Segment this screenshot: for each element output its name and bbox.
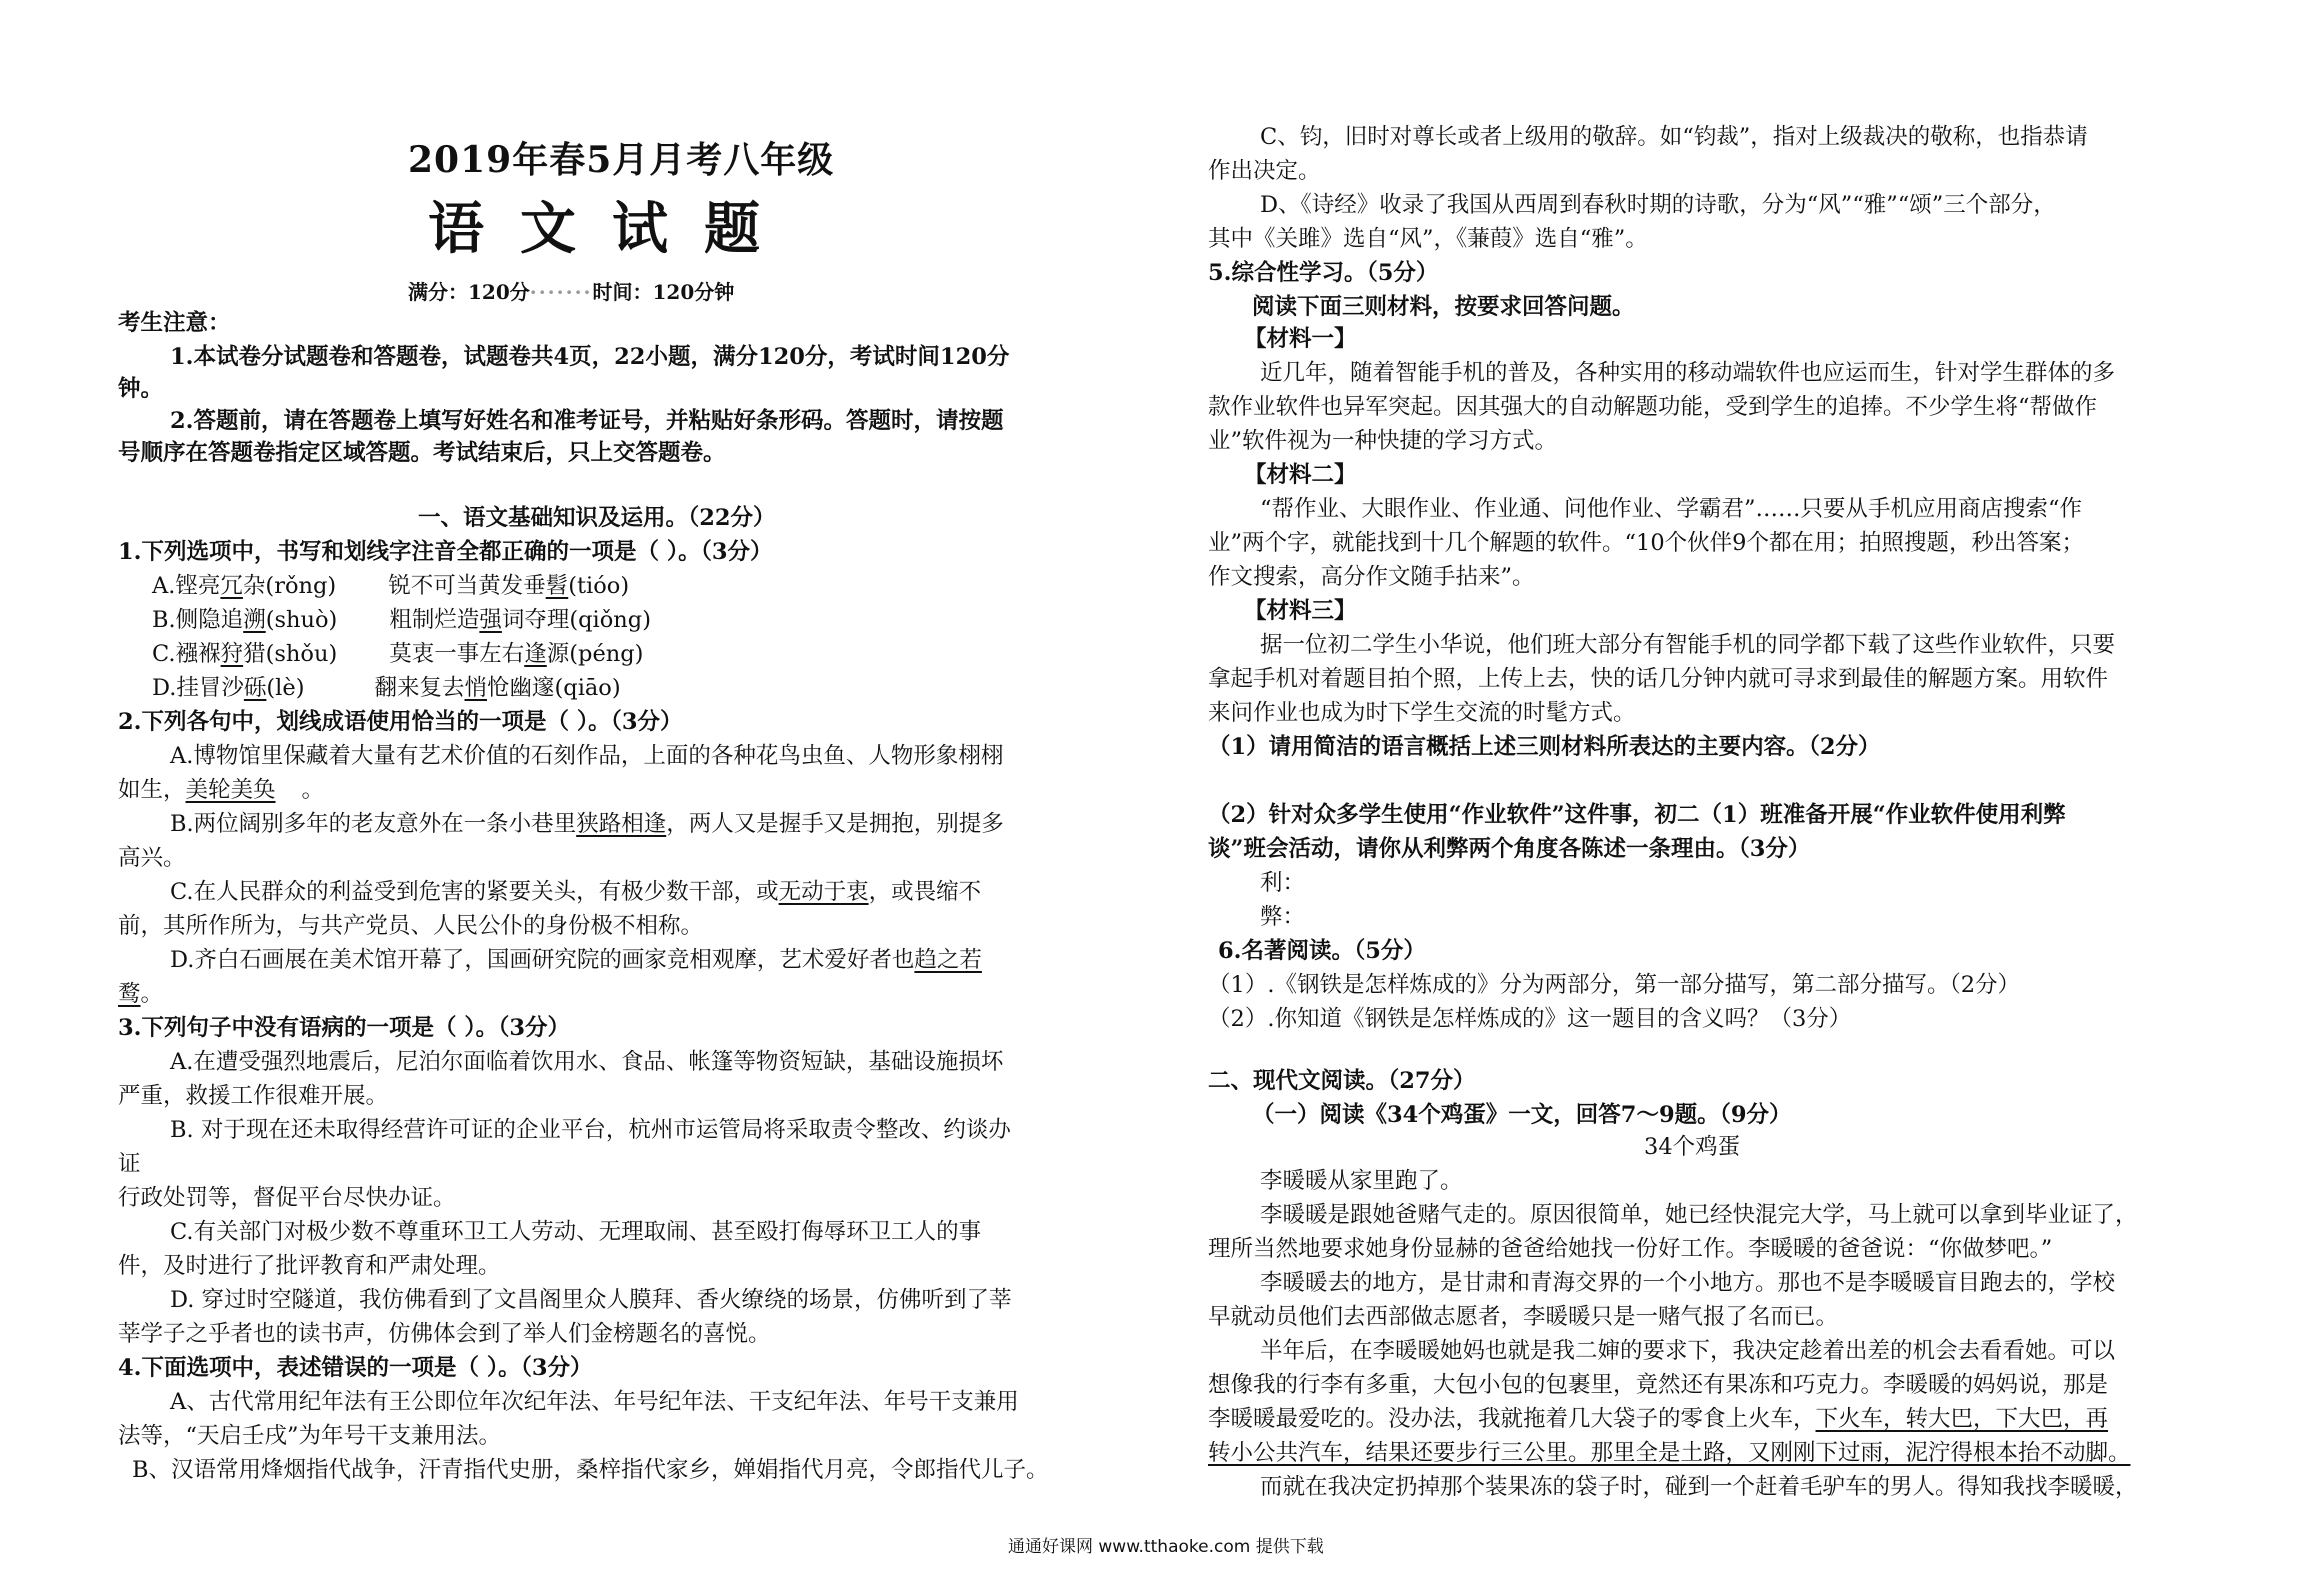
material-1-line1: 近几年，随着智能手机的普及，各种实用的移动端软件也应运而生，针对学生群体的多 — [1260, 360, 2116, 386]
q5-part-2-line2: 谈”班会活动，请你从利弊两个角度各陈述一条理由。（3分） — [1208, 836, 1811, 862]
material-1-label: 【材料一】 — [1244, 326, 1357, 352]
material-2-line1: “帮作业、大眼作业、作业通、问他作业、学霸君”……只要从手机应用商店搜索“作 — [1260, 496, 2083, 522]
material-3-line3: 来问作业也成为时下学生交流的时髦方式。 — [1208, 700, 1636, 726]
q2-option-b-line2: 高兴。 — [118, 845, 186, 871]
question-2: 2.下列各句中，划线成语使用恰当的一项是（ ）。（3分） — [118, 709, 683, 735]
q1-option-b: B.侧隐追溯(shuò) 粗制烂造强词夺理(qiǒng) — [152, 607, 651, 633]
section-2-part-1: （一）阅读《34个鸡蛋》一文，回答7～9题。（9分） — [1252, 1102, 1792, 1128]
notice-line-4: 号顺序在答题卷指定区域答题。考试结束后，只上交答题卷。 — [118, 440, 726, 466]
story-para-2-line2: 理所当然地要求她身份显赫的爸爸给她找一份好工作。李暖暖的爸爸说：“你做梦吧。” — [1208, 1236, 2053, 1262]
material-2-line3: 作文搜索，高分作文随手拈来”。 — [1208, 564, 1535, 590]
question-1: 1.下列选项中，书写和划线字注音全都正确的一项是（ ）。（3分） — [118, 539, 773, 565]
story-para-3-line1: 李暖暖去的地方，是甘肃和青海交界的一个小地方。那也不是李暖暖盲目跑去的，学校 — [1260, 1270, 2116, 1296]
q3-option-c-line2: 件，及时进行了批评教育和严肃处理。 — [118, 1253, 501, 1279]
q5-part-1: （1）请用简洁的语言概括上述三则材料所表达的主要内容。（2分） — [1208, 734, 1881, 760]
material-3-line1: 据一位初二学生小华说，他们班大部分有智能手机的同学都下载了这些作业软件，只要 — [1260, 632, 2116, 658]
q3-option-d-line2: 莘学子之乎者也的读书声，仿佛体会到了举人们金榜题名的喜悦。 — [118, 1321, 771, 1347]
q4-option-a-line1: A、古代常用纪年法有王公即位年次纪年法、年号纪年法、干支纪年法、年号干支兼用 — [170, 1389, 1019, 1415]
material-1-line2: 款作业软件也异军突起。因其强大的自动解题功能，受到学生的追捧。不少学生将“帮做作 — [1208, 394, 2098, 420]
q6-part-2: （2）.你知道《钢铁是怎样炼成的》这一题目的含义吗？（3分） — [1208, 1006, 1852, 1032]
exam-title-line2: 语文试题 — [428, 196, 796, 262]
notice-heading: 考生注意： — [118, 310, 231, 336]
question-5: 5.综合性学习。（5分） — [1208, 260, 1439, 286]
story-para-5: 而就在我决定扔掉那个装果冻的袋子时，碰到一个赶着毛驴车的男人。得知我找李暖暖， — [1260, 1474, 2138, 1500]
material-3-line2: 拿起手机对着题目拍个照，上传上去，快的话几分钟内就可寻求到最佳的解题方案。用软件 — [1208, 666, 2109, 692]
q4-option-c-line1: C、钧，旧时对尊长或者上级用的敬辞。如“钧裁”，指对上级裁决的敬称，也指恭请 — [1260, 124, 2088, 150]
q2-option-b-line1: B.两位阔别多年的老友意外在一条小巷里狭路相逢，两人又是握手又是拥抱，别提多 — [170, 811, 1004, 837]
story-para-4-line2: 想像我的行李有多重，大包小包的包裹里，竟然还有果冻和巧克力。李暖暖的妈妈说，那是 — [1208, 1372, 2109, 1398]
q2-option-c-line1: C.在人民群众的利益受到危害的紧要关头，有极少数干部，或无动于衷，或畏缩不 — [170, 879, 982, 905]
notice-line-1: 1.本试卷分试题卷和答题卷，试题卷共4页，22小题，满分120分，考试时间120分 — [170, 344, 1010, 370]
q2-option-d-line1: D.齐白石画展在美术馆开幕了，国画研究院的画家竞相观摩，艺术爱好者也趋之若 — [170, 947, 982, 973]
section-1-heading: 一、语文基础知识及运用。（22分） — [418, 505, 776, 531]
full-score: 满分：120分 — [408, 280, 530, 304]
exam-time: 时间：120分钟 — [592, 280, 735, 304]
q3-option-c-line1: C.有关部门对极少数不尊重环卫工人劳动、无理取闹、甚至殴打侮辱环卫工人的事 — [170, 1219, 982, 1245]
material-2-line2: 业”两个字，就能找到十几个解题的软件。“10个伙伴9个都在用；拍照搜题，秒出答案； — [1208, 530, 2084, 556]
q3-option-d-line1: D. 穿过时空隧道，我仿佛看到了文昌阁里众人膜拜、香火缭绕的场景，仿佛听到了莘 — [170, 1287, 1012, 1313]
question-6: 6.名著阅读。（5分） — [1218, 938, 1426, 964]
story-para-4-line3: 李暖暖最爱吃的。没办法，我就拖着几大袋子的零食上火车，下火车，转大巴，下大巴，再 — [1208, 1406, 2109, 1432]
q1-option-c: C.襁褓狩猎(shǒu) 莫衷一事左右逢源(péng) — [152, 641, 644, 667]
page-footer: 通通好课网 www.tthaoke.com 提供下载 — [1008, 1537, 1324, 1557]
story-para-4-line4: 转小公共汽车，结果还要步行三公里。那里全是土路，又刚刚下过雨，泥泞得根本抬不动脚。 — [1208, 1440, 2131, 1466]
q4-option-a-line2: 法等，“天启壬戌”为年号干支兼用法。 — [118, 1423, 502, 1449]
q2-option-a-line2: 如生，美轮美奂 。 — [118, 777, 325, 803]
q5-instruction: 阅读下面三则材料，按要求回答问题。 — [1252, 294, 1635, 320]
story-title: 34个鸡蛋 — [1644, 1134, 1741, 1160]
q3-option-a-line2: 严重，救援工作很难开展。 — [118, 1083, 389, 1109]
answer-con-label: 弊： — [1260, 904, 1306, 930]
question-3: 3.下列句子中没有语病的一项是（ ）。（3分） — [118, 1015, 570, 1041]
material-1-line3: 业”软件视为一种快捷的学习方式。 — [1208, 428, 1558, 454]
notice-line-3: 2.答题前，请在答题卷上填写好姓名和准考证号，并粘贴好条形码。答题时，请按题 — [170, 408, 1004, 434]
q2-option-a-line1: A.博物馆里保藏着大量有艺术价值的石刻作品，上面的各种花鸟虫鱼、人物形象栩栩 — [170, 743, 1004, 769]
material-3-label: 【材料三】 — [1244, 598, 1357, 624]
story-para-3-line2: 早就动员他们去西部做志愿者，李暖暖只是一赌气报了名而已。 — [1208, 1304, 1839, 1330]
q4-option-d-line1: D、《诗经》收录了我国从西周到春秋时期的诗歌，分为“风”“雅”“颂”三个部分， — [1260, 192, 2056, 218]
q6-part-1: （1）.《钢铁是怎样炼成的》分为两部分，第一部分描写，第二部分描写。（2分） — [1208, 972, 2021, 998]
score-info — [408, 276, 734, 305]
q1-option-d: D.挂冒沙砾(lè) 翻来复去悄怆幽邃(qiāo) — [152, 675, 621, 701]
score-dots: ······· — [529, 280, 593, 304]
q2-option-d-line2: 鹜。 — [118, 981, 164, 1007]
exam-title-line1: 2019年春5月月考八年级 — [408, 139, 835, 181]
q3-option-b-line2: 证 — [118, 1151, 141, 1177]
q3-option-b-line3: 行政处罚等，督促平台尽快办证。 — [118, 1185, 456, 1211]
q2-option-c-line2: 前，其所作所为，与共产党员、人民公仆的身份极不相称。 — [118, 913, 704, 939]
story-para-2-line1: 李暖暖是跟她爸赌气走的。原因很简单，她已经快混完大学，马上就可以拿到毕业证了， — [1260, 1202, 2138, 1228]
q4-option-c-line2: 作出决定。 — [1208, 158, 1321, 184]
notice-line-2: 钟。 — [118, 376, 164, 402]
material-2-label: 【材料二】 — [1244, 462, 1357, 488]
q1-option-a: A.铿亮冗杂(rǒng) 锐不可当黄发垂髫(tióo) — [152, 573, 630, 599]
q3-option-a-line1: A.在遭受强烈地震后，尼泊尔面临着饮用水、食品、帐篷等物资短缺，基础设施损坏 — [170, 1049, 1004, 1075]
q4-option-d-line2: 其中《关雎》选自“风”，《蒹葭》选自“雅”。 — [1208, 226, 1648, 252]
section-2-heading: 二、现代文阅读。（27分） — [1208, 1068, 1476, 1094]
story-para-1: 李暖暖从家里跑了。 — [1260, 1168, 1463, 1194]
story-para-4-line1: 半年后，在李暖暖她妈也就是我二婶的要求下，我决定趁着出差的机会去看看她。可以 — [1260, 1338, 2116, 1364]
q3-option-b-line1: B. 对于现在还未取得经营许可证的企业平台，杭州市运管局将采取责令整改、约谈办 — [170, 1117, 1011, 1143]
q4-option-b: B、汉语常用烽烟指代战争，汗青指代史册，桑梓指代家乡，婵娟指代月亮，令郎指代儿子。 — [132, 1457, 1049, 1483]
q5-part-2-line1: （2）针对众多学生使用“作业软件”这件事，初二（1）班准备开展“作业软件使用利弊 — [1208, 802, 2066, 828]
question-4: 4.下面选项中，表述错误的一项是（ ）。（3分） — [118, 1355, 593, 1381]
answer-pro-label: 利： — [1260, 870, 1306, 896]
